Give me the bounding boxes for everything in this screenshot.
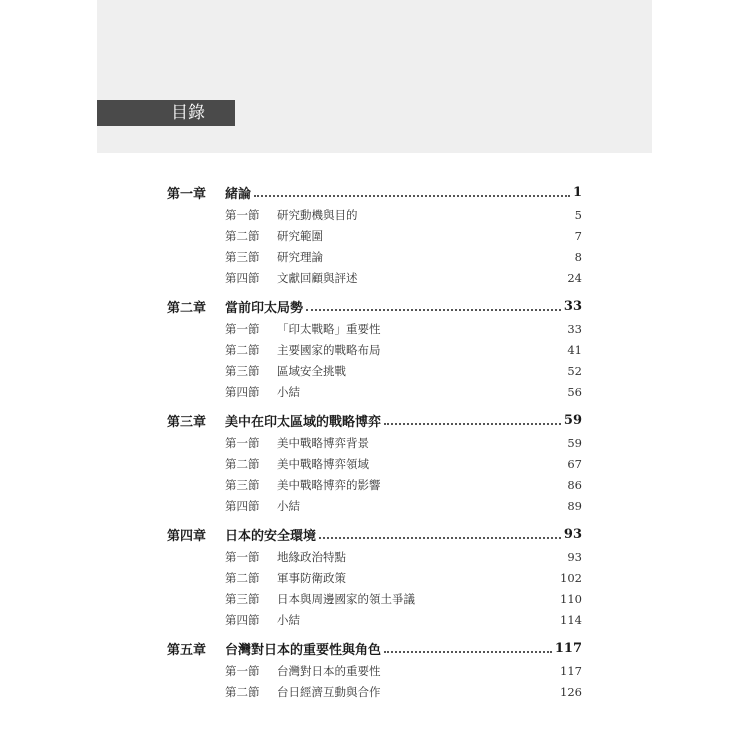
section-number: 第二節 xyxy=(225,228,260,243)
section-row[interactable] xyxy=(167,660,582,681)
chapter-page-number: 33 xyxy=(563,298,582,314)
chapter-page-number: 59 xyxy=(563,412,582,428)
section-title: 軍事防衛政策 xyxy=(277,570,346,585)
section-row[interactable] xyxy=(167,567,582,588)
section-title: 日本與周邊國家的領土爭議 xyxy=(277,591,415,606)
chapter-row[interactable] xyxy=(167,294,582,318)
dot-leader xyxy=(384,638,552,653)
section-number: 第三節 xyxy=(225,591,260,606)
section-row[interactable] xyxy=(167,225,582,246)
section-number: 第四節 xyxy=(225,384,260,399)
section-page-number: 24 xyxy=(567,270,582,285)
chapter-row[interactable] xyxy=(167,408,582,432)
section-number: 第一節 xyxy=(225,207,260,222)
dot-leader xyxy=(306,296,561,311)
section-number: 第二節 xyxy=(225,570,260,585)
section-title: 地緣政治特點 xyxy=(277,549,346,564)
section-page-number: 33 xyxy=(567,321,582,336)
chapter-title: 緒論 xyxy=(225,186,252,202)
section-number: 第二節 xyxy=(225,684,260,699)
chapter-page-number: 117 xyxy=(554,640,582,656)
section-title: 台日經濟互動與合作 xyxy=(277,684,381,699)
section-page-number: 114 xyxy=(560,612,582,627)
page-title: 目錄 xyxy=(171,103,205,123)
section-page-number: 52 xyxy=(567,363,582,378)
section-page-number: 7 xyxy=(574,228,582,243)
section-page-number: 86 xyxy=(567,477,582,492)
section-number: 第四節 xyxy=(225,270,260,285)
section-number: 第四節 xyxy=(225,498,260,513)
section-title: 區域安全挑戰 xyxy=(277,363,346,378)
section-number: 第一節 xyxy=(225,321,260,336)
section-row[interactable] xyxy=(167,453,582,474)
section-title: 美中戰略博弈的影響 xyxy=(277,477,381,492)
section-number: 第一節 xyxy=(225,663,260,678)
dot-leader xyxy=(319,524,561,539)
section-page-number: 89 xyxy=(567,498,582,513)
section-page-number: 110 xyxy=(560,591,582,606)
chapter-number: 第一章 xyxy=(167,186,207,202)
toc-chapter xyxy=(167,294,582,402)
section-title: 美中戰略博弈領域 xyxy=(277,456,369,471)
section-row[interactable] xyxy=(167,546,582,567)
section-page-number: 8 xyxy=(574,249,582,264)
chapter-page-number: 93 xyxy=(563,526,582,542)
chapter-number: 第二章 xyxy=(167,300,207,316)
section-title: 小結 xyxy=(277,498,300,513)
section-number: 第四節 xyxy=(225,612,260,627)
chapter-title: 日本的安全環境 xyxy=(225,528,317,544)
section-number: 第三節 xyxy=(225,249,260,264)
section-page-number: 67 xyxy=(567,456,582,471)
section-row[interactable] xyxy=(167,246,582,267)
section-page-number: 102 xyxy=(560,570,582,585)
section-number: 第一節 xyxy=(225,435,260,450)
section-number: 第三節 xyxy=(225,363,260,378)
section-title: 主要國家的戰略布局 xyxy=(277,342,381,357)
chapter-title: 台灣對日本的重要性與角色 xyxy=(225,642,382,658)
chapter-row[interactable] xyxy=(167,636,582,660)
section-row[interactable] xyxy=(167,339,582,360)
section-row[interactable] xyxy=(167,432,582,453)
section-title: 「印太戰略」重要性 xyxy=(277,321,381,336)
section-row[interactable] xyxy=(167,588,582,609)
section-page-number: 41 xyxy=(567,342,582,357)
chapter-title: 美中在印太區域的戰略博弈 xyxy=(225,414,382,430)
section-title: 台灣對日本的重要性 xyxy=(277,663,381,678)
toc-chapter xyxy=(167,522,582,630)
section-row[interactable] xyxy=(167,360,582,381)
dot-leader xyxy=(384,410,561,425)
table-of-contents xyxy=(167,180,582,702)
section-title: 研究動機與目的 xyxy=(277,207,358,222)
toc-title-bar xyxy=(97,100,235,126)
section-row[interactable] xyxy=(167,267,582,288)
toc-chapter xyxy=(167,180,582,288)
section-number: 第一節 xyxy=(225,549,260,564)
chapter-number: 第四章 xyxy=(167,528,207,544)
section-page-number: 5 xyxy=(574,207,582,222)
section-row[interactable] xyxy=(167,474,582,495)
header-band xyxy=(97,0,652,153)
section-page-number: 117 xyxy=(560,663,582,678)
toc-chapter xyxy=(167,408,582,516)
section-row[interactable] xyxy=(167,609,582,630)
section-row[interactable] xyxy=(167,318,582,339)
chapter-row[interactable] xyxy=(167,522,582,546)
book-page xyxy=(97,0,652,750)
toc-chapter xyxy=(167,636,582,702)
section-title: 文獻回顧與評述 xyxy=(277,270,358,285)
section-title: 小結 xyxy=(277,612,300,627)
section-page-number: 93 xyxy=(567,549,582,564)
section-page-number: 56 xyxy=(567,384,582,399)
section-row[interactable] xyxy=(167,204,582,225)
chapter-title: 當前印太局勢 xyxy=(225,300,304,316)
section-title: 研究範圍 xyxy=(277,228,323,243)
chapter-row[interactable] xyxy=(167,180,582,204)
section-title: 小結 xyxy=(277,384,300,399)
section-number: 第三節 xyxy=(225,477,260,492)
section-row[interactable] xyxy=(167,681,582,702)
section-page-number: 126 xyxy=(560,684,582,699)
section-title: 美中戰略博弈背景 xyxy=(277,435,369,450)
chapter-number: 第三章 xyxy=(167,414,207,430)
section-row[interactable] xyxy=(167,381,582,402)
section-row[interactable] xyxy=(167,495,582,516)
section-number: 第二節 xyxy=(225,456,260,471)
section-number: 第二節 xyxy=(225,342,260,357)
section-page-number: 59 xyxy=(567,435,582,450)
section-title: 研究理論 xyxy=(277,249,323,264)
chapter-page-number: 1 xyxy=(572,184,582,200)
chapter-number: 第五章 xyxy=(167,642,207,658)
dot-leader xyxy=(254,182,570,197)
